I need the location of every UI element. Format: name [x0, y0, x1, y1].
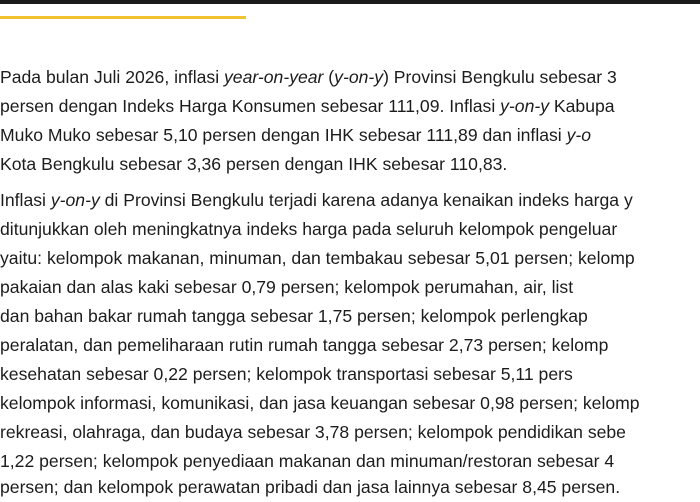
text-italic: y-on-y	[50, 190, 100, 210]
paragraph-1-line-4	[0, 149, 507, 179]
text-segment: dan bahan bakar rumah tangga sebesar 1,75 persen; kelompok perlengkap	[0, 306, 588, 326]
paragraph-2-line-8	[0, 388, 640, 418]
paragraph-2-line-3	[0, 243, 635, 273]
paragraph-2-line-4	[0, 272, 573, 302]
text-segment: ) Provinsi Bengkulu sebesar 3	[383, 67, 617, 87]
text-segment: Kota Bengkulu sebesar 3,36 persen dengan IHK sebesar 110,83.	[0, 154, 508, 174]
text-segment: Kabupa	[549, 96, 615, 116]
text-segment: (	[323, 67, 335, 87]
text-segment: rekreasi, olahraga, dan budaya sebesar 3,78 persen; kelompok pendidikan sebe	[0, 422, 626, 442]
text-italic: y-on-y	[500, 96, 550, 116]
text-segment: di Provinsi Bengkulu terjadi karena adanya kenaikan indeks harga y	[99, 190, 633, 210]
text-segment: ditunjukkan oleh meningkatnya indeks harga pada seluruh kelompok pengeluar	[0, 219, 618, 239]
text-segment: yaitu: kelompok makanan, minuman, dan tembakau sebesar 5,01 persen; kelomp	[0, 248, 635, 268]
paragraph-2-line-5	[0, 301, 588, 331]
text-segment: persen; dan kelompok perawatan pribadi dan jasa lainnya sebesar 8,45 persen.	[0, 477, 621, 497]
text-segment: Inflasi	[0, 190, 51, 210]
title-underline-accent	[0, 16, 246, 19]
paragraph-2-line-1	[0, 185, 633, 215]
paragraph-2-line-6	[0, 330, 608, 360]
text-segment: 1,22 persen; kelompok penyediaan makanan dan minuman/restoran sebesar 4	[0, 451, 615, 471]
text-italic: year-on-year	[224, 67, 324, 87]
paragraph-2-line-2	[0, 214, 617, 244]
text-segment: kesehatan sebesar 0,22 persen; kelompok transportasi sebesar 5,11 pers	[0, 364, 573, 384]
paragraph-2-line-7	[0, 359, 573, 389]
text-italic: y-on-y	[334, 67, 384, 87]
text-segment: Muko Muko sebesar 5,10 persen dengan IHK sebesar 111,89 dan inflasi	[0, 125, 567, 145]
paragraph-2-line-11	[0, 472, 620, 502]
paragraph-1-line-2	[0, 91, 615, 121]
paragraph-1-line-1	[0, 62, 617, 92]
paragraph-1-line-3	[0, 120, 591, 150]
text-segment: kelompok informasi, komunikasi, dan jasa keuangan sebesar 0,98 persen; kelomp	[0, 393, 640, 413]
text-segment: pakaian dan alas kaki sebesar 0,79 persen; kelompok perumahan, air, list	[0, 277, 574, 297]
text-italic: y-o	[566, 125, 592, 145]
top-bar	[0, 0, 700, 4]
text-segment: Pada bulan Juli 2026, inflasi	[0, 67, 224, 87]
paragraph-2-line-9	[0, 417, 626, 447]
text-segment: persen dengan Indeks Harga Konsumen sebesar 111,09. Inflasi	[0, 96, 501, 116]
text-segment: peralatan, dan pemeliharaan rutin rumah tangga sebesar 2,73 persen; kelomp	[0, 335, 609, 355]
